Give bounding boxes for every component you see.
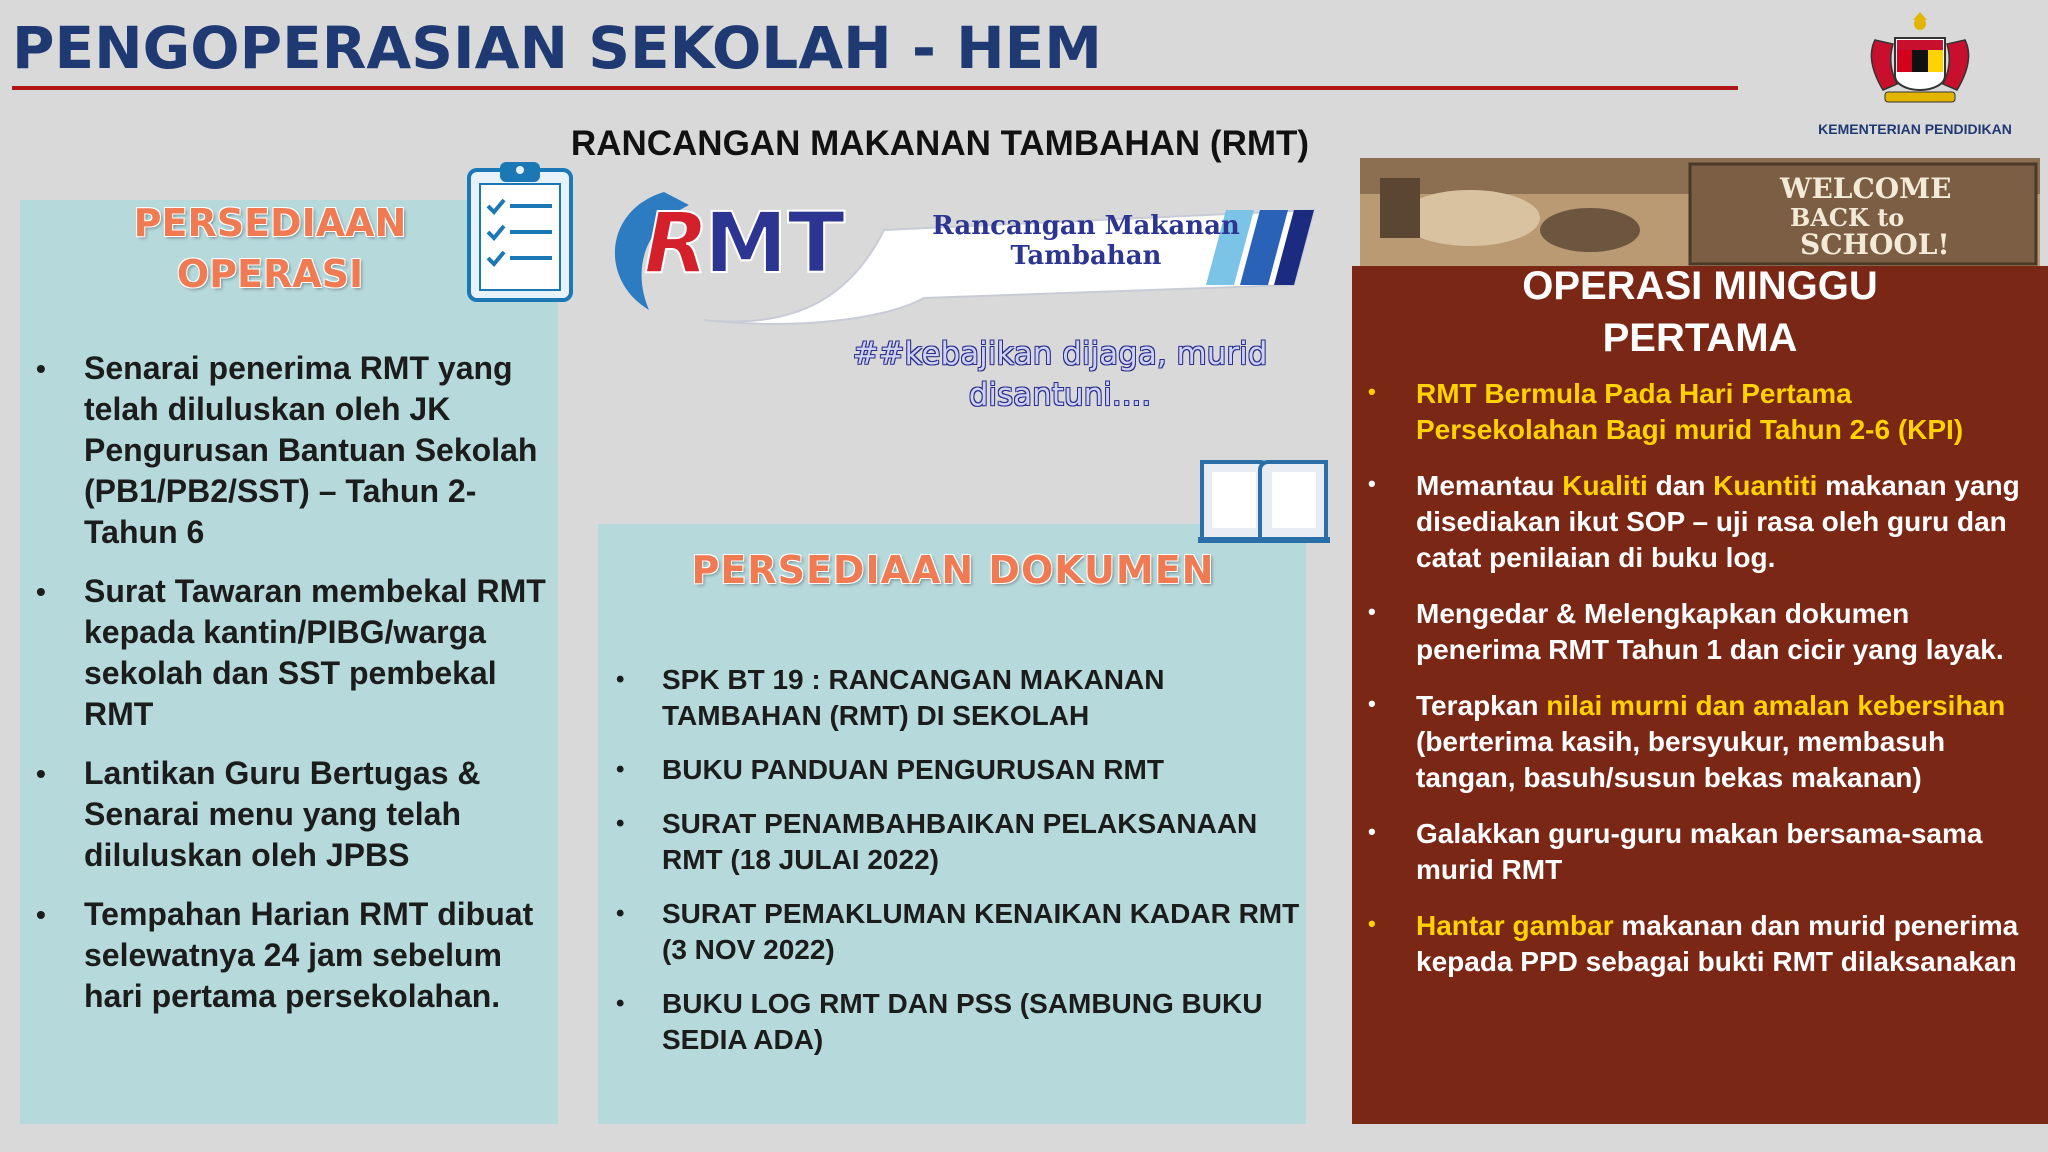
list-item: • BUKU PANDUAN PENGURUSAN RMT bbox=[610, 752, 1300, 788]
list-text: makanan dan murid penerima kepada PPD sebagai bukti RMT dilaksanakan bbox=[1416, 910, 2019, 977]
list-item bbox=[1364, 688, 2040, 796]
list-text: Memantau bbox=[1416, 470, 1563, 501]
list-item: • Tempahan Harian RMT dibuat selewatnya 24 jam sebelum hari pertama persekolahan. bbox=[28, 894, 548, 1017]
list-item bbox=[1364, 468, 2040, 576]
operations-prep-heading bbox=[60, 198, 480, 300]
list-item bbox=[1364, 908, 2040, 980]
rmt-logo-name-line-1: Rancangan Makanan bbox=[932, 211, 1240, 241]
svg-text:R: R bbox=[644, 194, 709, 292]
page-title: PENGOPERASIAN SEKOLAH - HEM bbox=[12, 14, 1102, 82]
photo-text-line-1: WELCOME bbox=[1780, 172, 1952, 205]
list-item: • BUKU LOG RMT DAN PSS (SAMBUNG BUKU SEDIA ADA) bbox=[610, 986, 1300, 1058]
highlighted-text: Kuantiti bbox=[1713, 470, 1818, 501]
photo-text-line-2: BACK to bbox=[1790, 203, 1905, 232]
slide-subtitle: RANCANGAN MAKANAN TAMBAHAN (RMT) bbox=[570, 124, 1310, 163]
list-item: • Surat Tawaran membekal RMT kepada kantin/PIBG/warga sekolah dan SST pembekal RMT bbox=[28, 571, 548, 735]
list-text: dan bbox=[1647, 470, 1714, 501]
list-text: makanan yang disediakan ikut SOP – uji rasa oleh guru dan catat penilaian di buku log. bbox=[1416, 470, 2020, 573]
open-book-icon bbox=[1196, 452, 1332, 546]
list-item: • Lantikan Guru Bertugas & Senarai menu yang telah diluluskan oleh JPBS bbox=[28, 753, 548, 876]
list-text: Mengedar & Melengkapkan dokumen penerima RMT Tahun 1 dan cicir yang layak. bbox=[1416, 598, 2004, 665]
list-item bbox=[1364, 816, 2040, 888]
heading-line-1: OPERASI MINGGU bbox=[1522, 264, 1878, 308]
heading-line-2: PERTAMA bbox=[1602, 316, 1798, 360]
svg-text:MT: MT bbox=[704, 194, 845, 292]
clipboard-checklist-icon bbox=[466, 160, 574, 304]
list-item: • SURAT PENAMBAHBAIKAN PELAKSANAAN RMT (18 JULAI 2022) bbox=[610, 806, 1300, 878]
photo-text-line-3: SCHOOL! bbox=[1800, 228, 1950, 261]
document-prep-list bbox=[610, 662, 1300, 1076]
operations-prep-list bbox=[28, 348, 548, 1035]
rmt-logo-name-line-2: Tambahan bbox=[1010, 241, 1162, 271]
list-item bbox=[1364, 376, 2040, 448]
ministry-label: KEMENTERIAN PENDIDIKAN bbox=[1818, 121, 2012, 137]
list-text: (berterima kasih, bersyukur, membasuh tangan, basuh/susun bekas makanan) bbox=[1416, 726, 1946, 793]
list-item: • SPK BT 19 : RANCANGAN MAKANAN TAMBAHAN (RMT) DI SEKOLAH bbox=[610, 662, 1300, 734]
highlighted-text: nilai murni dan amalan kebersihan bbox=[1546, 690, 2006, 721]
list-item: • Senarai penerima RMT yang telah diluluskan oleh JK Pengurusan Bantuan Sekolah (PB1/PB2/SST) – Tahun 2-Tahun 6 bbox=[28, 348, 548, 553]
welcome-back-to-school-photo bbox=[1360, 158, 2040, 266]
document-prep-heading: PERSEDIAAN DOKUMEN bbox=[691, 548, 1215, 592]
first-week-operations-heading bbox=[1352, 260, 2048, 364]
list-text: Galakkan guru-guru makan bersama-sama murid RMT bbox=[1416, 818, 1983, 885]
list-item bbox=[1364, 596, 2040, 668]
highlighted-text: RMT Bermula Pada Hari Pertama Persekolahan Bagi murid Tahun 2-6 (KPI) bbox=[1416, 378, 1964, 445]
heading-line-1: PERSEDIAAN bbox=[133, 201, 407, 245]
rmt-logo bbox=[594, 170, 1346, 330]
title-divider bbox=[12, 86, 1738, 90]
malaysia-crest-icon bbox=[1855, 10, 1985, 110]
highlighted-text: Hantar gambar bbox=[1416, 910, 1614, 941]
highlighted-text: Kualiti bbox=[1562, 470, 1648, 501]
slogan-tagline: ##kebajikan dijaga, murid disantuni.... bbox=[852, 336, 1268, 413]
list-text: Terapkan bbox=[1416, 690, 1547, 721]
first-week-operations-list bbox=[1364, 376, 2040, 1000]
list-item: • SURAT PEMAKLUMAN KENAIKAN KADAR RMT (3 NOV 2022) bbox=[610, 896, 1300, 968]
heading-line-2: OPERASI bbox=[176, 252, 364, 296]
